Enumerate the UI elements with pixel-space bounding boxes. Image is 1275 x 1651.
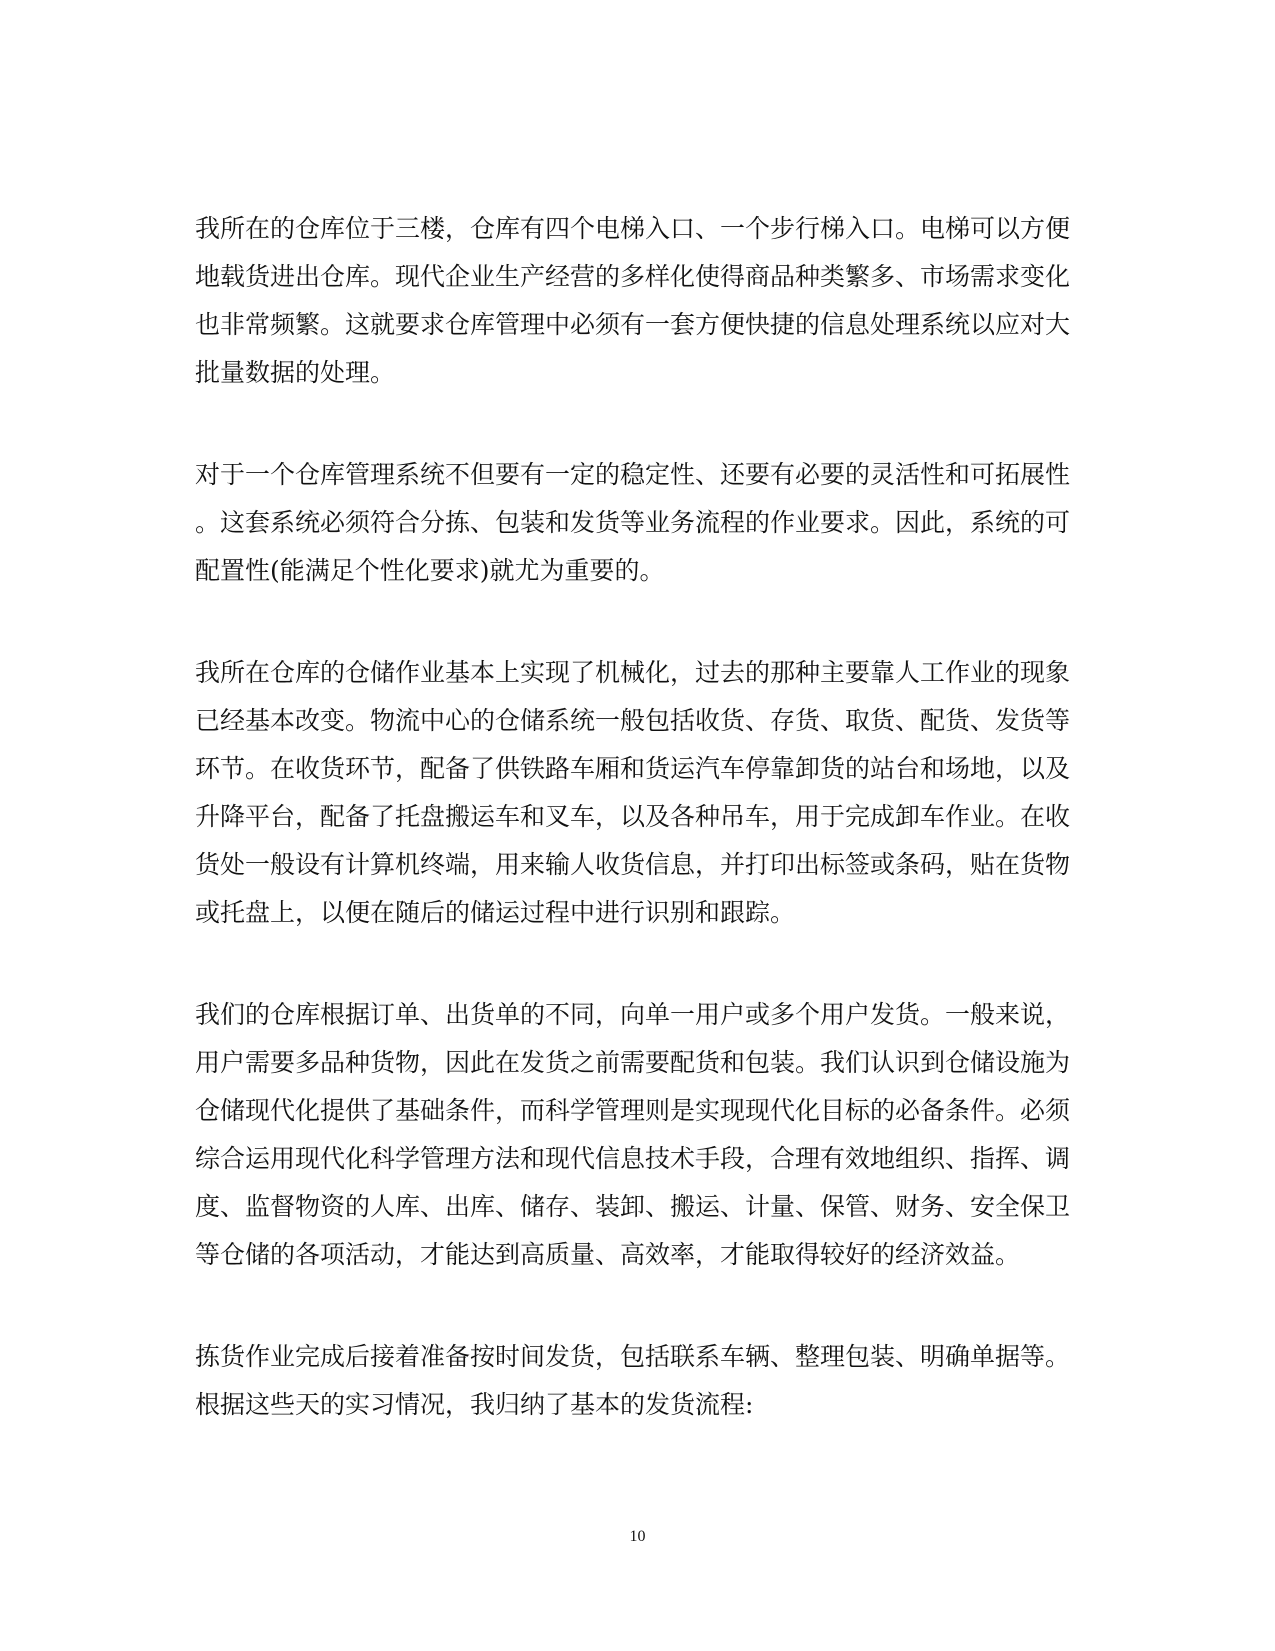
text-line: 或托盘上，以便在随后的储运过程中进行识别和跟踪。 xyxy=(195,898,796,927)
text-line: 我所在的仓库位于三楼，仓库有四个电梯入口、一个步行梯入口。电梯可以方便 xyxy=(195,214,1071,243)
text-line: 。这套系统必须符合分拣、包装和发货等业务流程的作业要求。因此，系统的可 xyxy=(195,508,1071,537)
paragraph-warehouse-location xyxy=(195,205,1075,397)
paragraph-shipping-process xyxy=(195,1333,1075,1429)
text-line: 拣货作业完成后接着准备按时间发货，包括联系车辆、整理包装、明确单据等。 xyxy=(195,1342,1071,1371)
paragraph-mechanization xyxy=(195,649,1075,937)
text-line: 货处一般设有计算机终端，用来输人收货信息，并打印出标签或条码，贴在货物 xyxy=(195,850,1071,879)
text-line: 我所在仓库的仓储作业基本上实现了机械化，过去的那种主要靠人工作业的现象 xyxy=(195,658,1071,687)
text-line: 我们的仓库根据订单、出货单的不同，向单一用户或多个用户发货。一般来说， xyxy=(195,1000,1071,1029)
text-line: 配置性(能满足个性化要求)就尤为重要的。 xyxy=(195,556,665,585)
text-line: 仓储现代化提供了基础条件，而科学管理则是实现现代化目标的必备条件。必须 xyxy=(195,1096,1071,1125)
text-line: 根据这些天的实习情况，我归纳了基本的发货流程: xyxy=(195,1390,754,1419)
paragraph-management-system xyxy=(195,451,1075,595)
text-line: 已经基本改变。物流中心的仓储系统一般包括收货、存货、取货、配货、发货等 xyxy=(195,706,1071,735)
text-line: 地载货进出仓库。现代企业生产经营的多样化使得商品种类繁多、市场需求变化 xyxy=(195,262,1071,291)
text-line: 度、监督物资的人库、出库、储存、装卸、搬运、计量、保管、财务、安全保卫 xyxy=(195,1192,1071,1221)
text-line: 等仓储的各项活动，才能达到高质量、高效率，才能取得较好的经济效益。 xyxy=(195,1240,1021,1269)
document-body xyxy=(195,205,1075,1483)
text-line: 批量数据的处理。 xyxy=(195,358,396,387)
page-number: 10 xyxy=(629,1528,646,1545)
text-line: 用户需要多品种货物，因此在发货之前需要配货和包装。我们认识到仓储设施为 xyxy=(195,1048,1071,1077)
paragraph-shipping-management xyxy=(195,991,1075,1279)
text-line: 环节。在收货环节，配备了供铁路车厢和货运汽车停靠卸货的站台和场地，以及 xyxy=(195,754,1071,783)
text-line: 升降平台，配备了托盘搬运车和叉车，以及各种吊车，用于完成卸车作业。在收 xyxy=(195,802,1071,831)
text-line: 也非常频繁。这就要求仓库管理中必须有一套方便快捷的信息处理系统以应对大 xyxy=(195,310,1071,339)
text-line: 综合运用现代化科学管理方法和现代信息技术手段，合理有效地组织、指挥、调 xyxy=(195,1144,1071,1173)
text-line: 对于一个仓库管理系统不但要有一定的稳定性、还要有必要的灵活性和可拓展性 xyxy=(195,460,1071,489)
